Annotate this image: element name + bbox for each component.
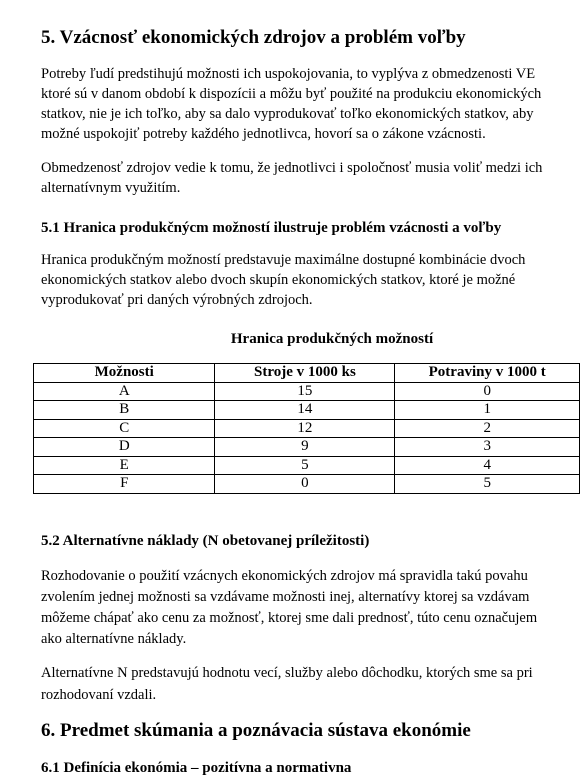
table-row: [34, 382, 580, 401]
table-cell: 5: [215, 456, 395, 475]
table-caption: Hranica produkčných možností: [230, 331, 434, 347]
table-row: [34, 419, 580, 438]
section-5-2-para1-line4: ako alternatívne náklady.: [41, 631, 187, 647]
section-5-2-para2-line2: rozhodovaní vzdali.: [41, 687, 157, 703]
table-cell: F: [34, 475, 215, 494]
table-cell: B: [34, 401, 215, 420]
table-header-cell: Stroje v 1000 ks: [215, 364, 395, 383]
section-5-2-heading: 5.2 Alternatívne náklady (N obetovanej príležitosti): [41, 533, 370, 549]
table-cell: A: [34, 382, 215, 401]
table-cell: 4: [395, 456, 580, 475]
table-cell: D: [34, 438, 215, 457]
section-5-para1-line3: statkov, nie je ich toľko, aby sa dalo vyprodukovať toľko ekonomických statkov, aby: [41, 106, 534, 122]
section-5-1-para-line1: Hranica produkčným možností predstavuje maximálne dostupné kombinácie dvoch: [41, 252, 526, 268]
table-cell: 5: [395, 475, 580, 494]
table-cell: 0: [395, 382, 580, 401]
section-5-1-para-line3: vyprodukovať pri daných výrobných zdrojoch.: [41, 292, 313, 308]
section-5-para1-line2: ktoré sú v danom období k dispozícii a môžu byť použité na produkciu ekonomických: [41, 86, 542, 102]
table-cell: 15: [215, 382, 395, 401]
table-cell: C: [34, 419, 215, 438]
table-cell: 0: [215, 475, 395, 494]
table-row: [34, 456, 580, 475]
table-header-cell: Potraviny v 1000 t: [395, 364, 580, 383]
section-5-1-heading: 5.1 Hranica produkčnýcm možností ilustruje problém vzácnosti a voľby: [41, 220, 502, 236]
table-cell: 2: [395, 419, 580, 438]
table-cell: 9: [215, 438, 395, 457]
section-5-para2-line2: alternatívnym využitím.: [41, 180, 181, 196]
section-6-heading: 6. Predmet skúmania a poznávacia sústava ekonómie: [41, 720, 471, 741]
section-5-para2-line1: Obmedzenosť zdrojov vedie k tomu, že jednotlivci i spoločnosť musia voliť medzi ich: [41, 160, 543, 176]
table-cell: 3: [395, 438, 580, 457]
table-cell: 1: [395, 401, 580, 420]
table-header-row: [34, 364, 580, 383]
section-5-2-para2-line1: Alternatívne N predstavujú hodnotu vecí, služby alebo dôchodku, ktorých sme sa pri: [41, 665, 533, 681]
section-5-2-para1-line1: Rozhodovanie o použití vzácnych ekonomických zdrojov má spravidla takú povahu: [41, 568, 528, 584]
section-5-para1-line1: Potreby ľudí predstihujú možnosti ich uspokojovania, to vyplýva z obmedzenosti VE: [41, 66, 536, 82]
table-row: [34, 401, 580, 420]
table-cell: 12: [215, 419, 395, 438]
table-header-cell: Možnosti: [34, 364, 215, 383]
section-5-2-para1-line3: môžeme chápať ako cenu za možnosť, ktorej sme dali prednosť, túto cenu označujem: [41, 610, 538, 626]
section-5-2-para1-line2: zvolením jednej možnosti sa vzdávame možnosti inej, alternatívy ktorej sa vzdávam: [41, 589, 530, 605]
table-cell: E: [34, 456, 215, 475]
production-possibilities-table: [33, 363, 580, 494]
table-row: [34, 438, 580, 457]
table-row: [34, 475, 580, 494]
section-5-heading: 5. Vzácnosť ekonomických zdrojov a problém voľby: [41, 27, 466, 48]
section-5-para1-line4: možné uspokojiť potreby každého jednotlivca, hovorí sa o zákone vzácnosti.: [41, 126, 486, 142]
section-5-1-para-line2: ekonomických statkov alebo dvoch skupín ekonomických statkov, ktoré je možné: [41, 272, 516, 288]
section-6-1-heading: 6.1 Definícia ekonómia – pozitívna a normativna: [41, 760, 352, 776]
table-cell: 14: [215, 401, 395, 420]
